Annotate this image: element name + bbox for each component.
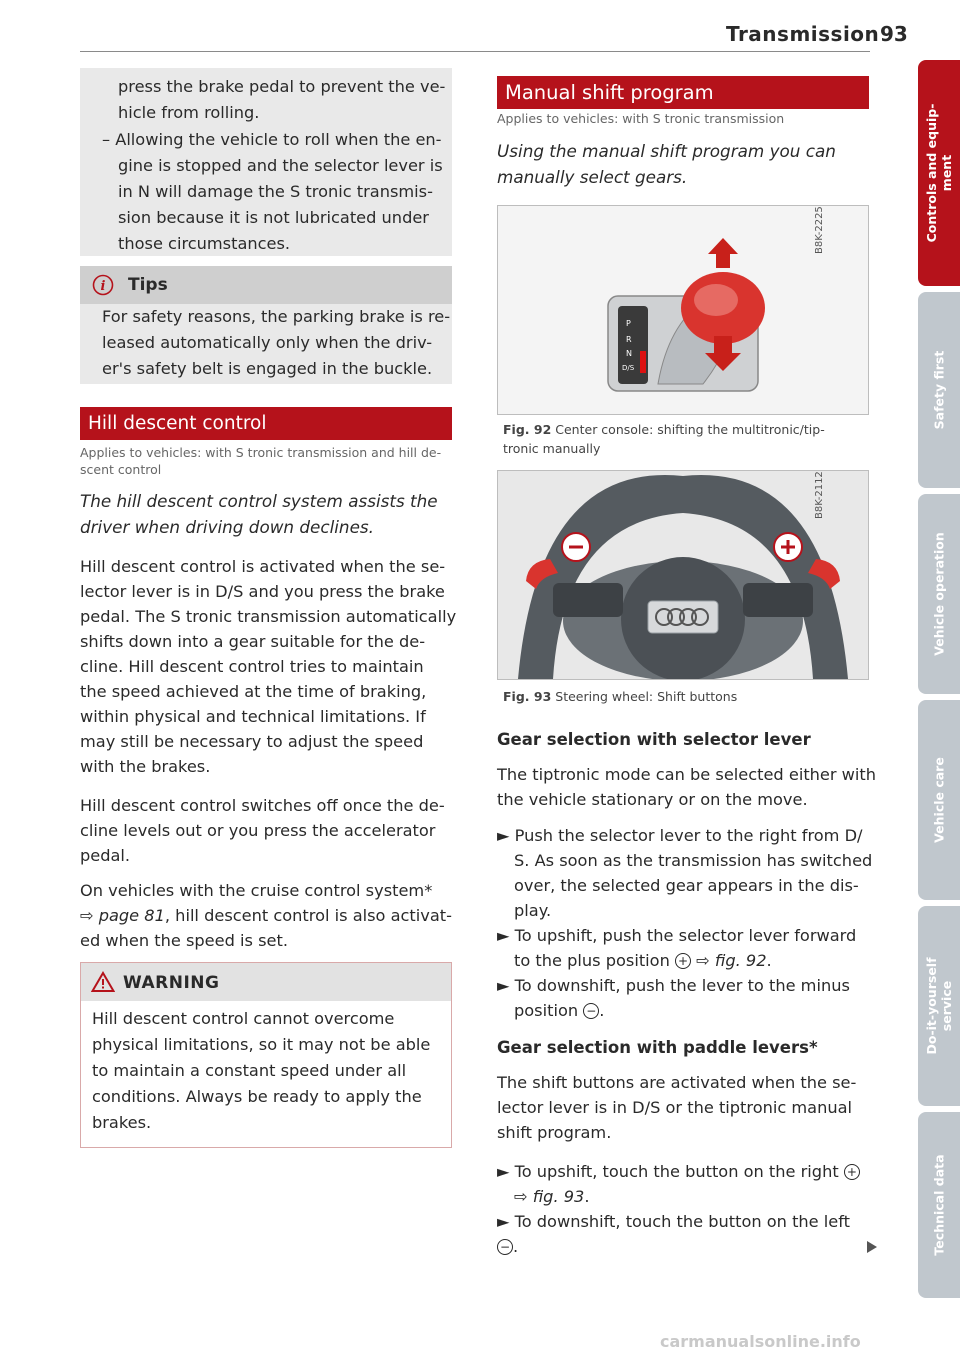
bullet-line: S. As soon as the transmission has switched bbox=[514, 851, 873, 870]
bullet-line: ► To downshift, touch the button on the left bbox=[497, 1212, 851, 1231]
figure-reference-link[interactable]: ⇨ fig. 93 bbox=[514, 1187, 585, 1206]
continue-arrow-icon bbox=[866, 1240, 878, 1254]
side-tab-label: Vehicle care bbox=[931, 757, 947, 843]
svg-text:R: R bbox=[626, 335, 632, 344]
bullet-line-with-symbol bbox=[497, 1159, 860, 1184]
plus-symbol-icon: + bbox=[844, 1164, 860, 1180]
paragraph-line: within physical and technical limitations. If bbox=[80, 707, 426, 726]
running-header-title: Transmission bbox=[726, 22, 880, 46]
section-title-manual-shift: Manual shift program bbox=[497, 76, 869, 109]
side-tab-label: Vehicle operation bbox=[931, 532, 947, 656]
warning-title: WARNING bbox=[123, 973, 220, 993]
caption-text: Center console: shifting the multitronic/tip- bbox=[555, 422, 825, 437]
bullet-line-with-symbol: − . bbox=[497, 1234, 518, 1259]
svg-text:N: N bbox=[626, 349, 632, 358]
paragraph-line: Hill descent control switches off once the de- bbox=[80, 796, 445, 815]
side-tab-vehicle-operation[interactable] bbox=[918, 494, 960, 694]
paragraph-line: Hill descent control is activated when the se- bbox=[80, 557, 446, 576]
minus-symbol-icon: − bbox=[497, 1239, 513, 1255]
warning-line: brakes. bbox=[92, 1113, 152, 1132]
warning-triangle-icon bbox=[91, 971, 115, 993]
paragraph-line: lector lever is in D/S or the tiptronic manual bbox=[497, 1098, 853, 1117]
header-rule bbox=[80, 51, 870, 52]
notice-bullet-line: gine is stopped and the selector lever is bbox=[118, 156, 443, 175]
paragraph-line: with the brakes. bbox=[80, 757, 211, 776]
paragraph-line: ed when the speed is set. bbox=[80, 931, 288, 950]
paragraph-line: the vehicle stationary or on the move. bbox=[497, 790, 808, 809]
paragraph-line: shift program. bbox=[497, 1123, 612, 1142]
side-tab-controls[interactable] bbox=[918, 60, 960, 286]
watermark-text: carmanualsonline.info bbox=[660, 1332, 861, 1351]
tips-line: er's safety belt is engaged in the buckle. bbox=[102, 359, 433, 378]
side-tab-safety[interactable] bbox=[918, 292, 960, 488]
notice-bullet-line: those circumstances. bbox=[118, 234, 291, 253]
notice-line: hicle from rolling. bbox=[118, 103, 260, 122]
applies-to-line: Applies to vehicles: with S tronic transmission bbox=[497, 111, 785, 126]
tips-line: For safety reasons, the parking brake is re- bbox=[102, 307, 451, 326]
notice-bullet-line: – Allowing the vehicle to roll when the en- bbox=[102, 130, 442, 149]
notice-line: press the brake pedal to prevent the ve- bbox=[118, 77, 446, 96]
caption-text: Steering wheel: Shift buttons bbox=[555, 689, 738, 704]
figure-reference-link[interactable]: ⇨ fig. 92 bbox=[696, 951, 767, 970]
lead-line: Using the manual shift program you can bbox=[497, 141, 836, 161]
svg-text:i: i bbox=[100, 279, 106, 294]
side-tab-label: Do-it-yourself service bbox=[924, 957, 954, 1055]
bullet-line-with-ref: to the plus position + ⇨ fig. 92. bbox=[514, 951, 772, 970]
gear-selector-illustration bbox=[498, 206, 868, 414]
bullet-line: over, the selected gear appears in the dis- bbox=[514, 876, 859, 895]
info-icon bbox=[92, 274, 114, 296]
section-title-hill-descent: Hill descent control bbox=[80, 407, 452, 440]
paragraph-line: pedal. bbox=[80, 846, 131, 865]
paragraph-line: the speed achieved at the time of braking, bbox=[80, 682, 427, 701]
warning-line: to maintain a constant speed under all bbox=[92, 1061, 407, 1080]
figure-93-caption bbox=[503, 688, 737, 706]
notice-bullet-line: in N will damage the S tronic transmis- bbox=[118, 182, 433, 201]
svg-text:P: P bbox=[626, 319, 631, 328]
side-tab-label: Controls and equip- ment bbox=[924, 103, 954, 243]
paragraph-line: The tiptronic mode can be selected either with bbox=[497, 765, 877, 784]
paragraph-line: The shift buttons are activated when the se- bbox=[497, 1073, 857, 1092]
figure-code: B8K-2112 bbox=[814, 471, 825, 519]
warning-box bbox=[80, 962, 452, 1148]
figure-92-caption bbox=[503, 421, 825, 439]
side-tab-do-it-yourself[interactable] bbox=[918, 906, 960, 1106]
figure-92-image bbox=[497, 205, 869, 415]
lead-line: driver when driving down declines. bbox=[80, 517, 374, 537]
paragraph-line: pedal. The S tronic transmission automatically bbox=[80, 607, 457, 626]
paragraph-line: lector lever is in D/S and you press the brake bbox=[80, 582, 445, 601]
side-tab-vehicle-care[interactable] bbox=[918, 700, 960, 900]
caption-text: tronic manually bbox=[503, 441, 601, 456]
paragraph-line: cline levels out or you press the accelerator bbox=[80, 821, 436, 840]
side-tab-label: Technical data bbox=[931, 1154, 947, 1256]
figure-93-image bbox=[497, 470, 869, 680]
paragraph-line-with-ref bbox=[80, 903, 452, 928]
steering-wheel-illustration bbox=[498, 471, 868, 679]
subheading-selector-lever: Gear selection with selector lever bbox=[497, 730, 811, 749]
figure-label: Fig. 93 bbox=[503, 689, 552, 704]
page-reference-link[interactable]: ⇨ page 81 bbox=[80, 906, 165, 925]
paragraph-line: may still be necessary to adjust the speed bbox=[80, 732, 424, 751]
paragraph-line: On vehicles with the cruise control system* bbox=[80, 881, 433, 900]
warning-line: Hill descent control cannot overcome bbox=[92, 1009, 395, 1028]
bullet-line: ► To downshift, push the lever to the minus bbox=[497, 976, 850, 995]
minus-symbol-icon: − bbox=[583, 1003, 599, 1019]
warning-line: conditions. Always be ready to apply the bbox=[92, 1087, 422, 1106]
continued-notice-box bbox=[80, 68, 452, 256]
lead-line: manually select gears. bbox=[497, 167, 688, 187]
paragraph-text: , hill descent control is also activat- bbox=[164, 906, 452, 925]
bullet-line: play. bbox=[514, 901, 552, 920]
warning-header bbox=[81, 963, 451, 1001]
svg-text:D/S: D/S bbox=[622, 364, 635, 372]
applies-to-line: Applies to vehicles: with S tronic transmission and hill de- bbox=[80, 445, 442, 460]
plus-symbol-icon: + bbox=[675, 953, 691, 969]
bullet-line: ► To upshift, push the selector lever forward bbox=[497, 926, 857, 945]
side-tab-technical-data[interactable] bbox=[918, 1112, 960, 1298]
subheading-paddle-levers: Gear selection with paddle levers* bbox=[497, 1038, 818, 1057]
page-number: 93 bbox=[880, 22, 908, 46]
bullet-line-with-ref: ⇨ fig. 93. bbox=[514, 1187, 590, 1206]
notice-bullet-line: sion because it is not lubricated under bbox=[118, 208, 429, 227]
paragraph-line: cline. Hill descent control tries to maintain bbox=[80, 657, 424, 676]
bullet-line: ► Push the selector lever to the right from D/ bbox=[497, 826, 863, 845]
warning-line: physical limitations, so it may not be able bbox=[92, 1035, 431, 1054]
bullet-text: position bbox=[514, 1001, 579, 1020]
paragraph-line: shifts down into a gear suitable for the de- bbox=[80, 632, 426, 651]
tips-title: Tips bbox=[128, 275, 168, 295]
tips-line: leased automatically only when the driv- bbox=[102, 333, 433, 352]
bullet-text: to the plus position bbox=[514, 951, 670, 970]
bullet-line-with-symbol: position − . bbox=[514, 1001, 605, 1020]
lead-line: The hill descent control system assists the bbox=[80, 491, 438, 511]
bullet-text: ► To upshift, touch the button on the right bbox=[497, 1162, 839, 1181]
applies-to-line: scent control bbox=[80, 462, 162, 477]
tips-header bbox=[80, 266, 452, 304]
side-tab-label: Safety first bbox=[931, 350, 947, 430]
figure-label: Fig. 92 bbox=[503, 422, 552, 437]
tips-body bbox=[80, 304, 452, 384]
figure-code: B8K-2225 bbox=[814, 206, 825, 254]
